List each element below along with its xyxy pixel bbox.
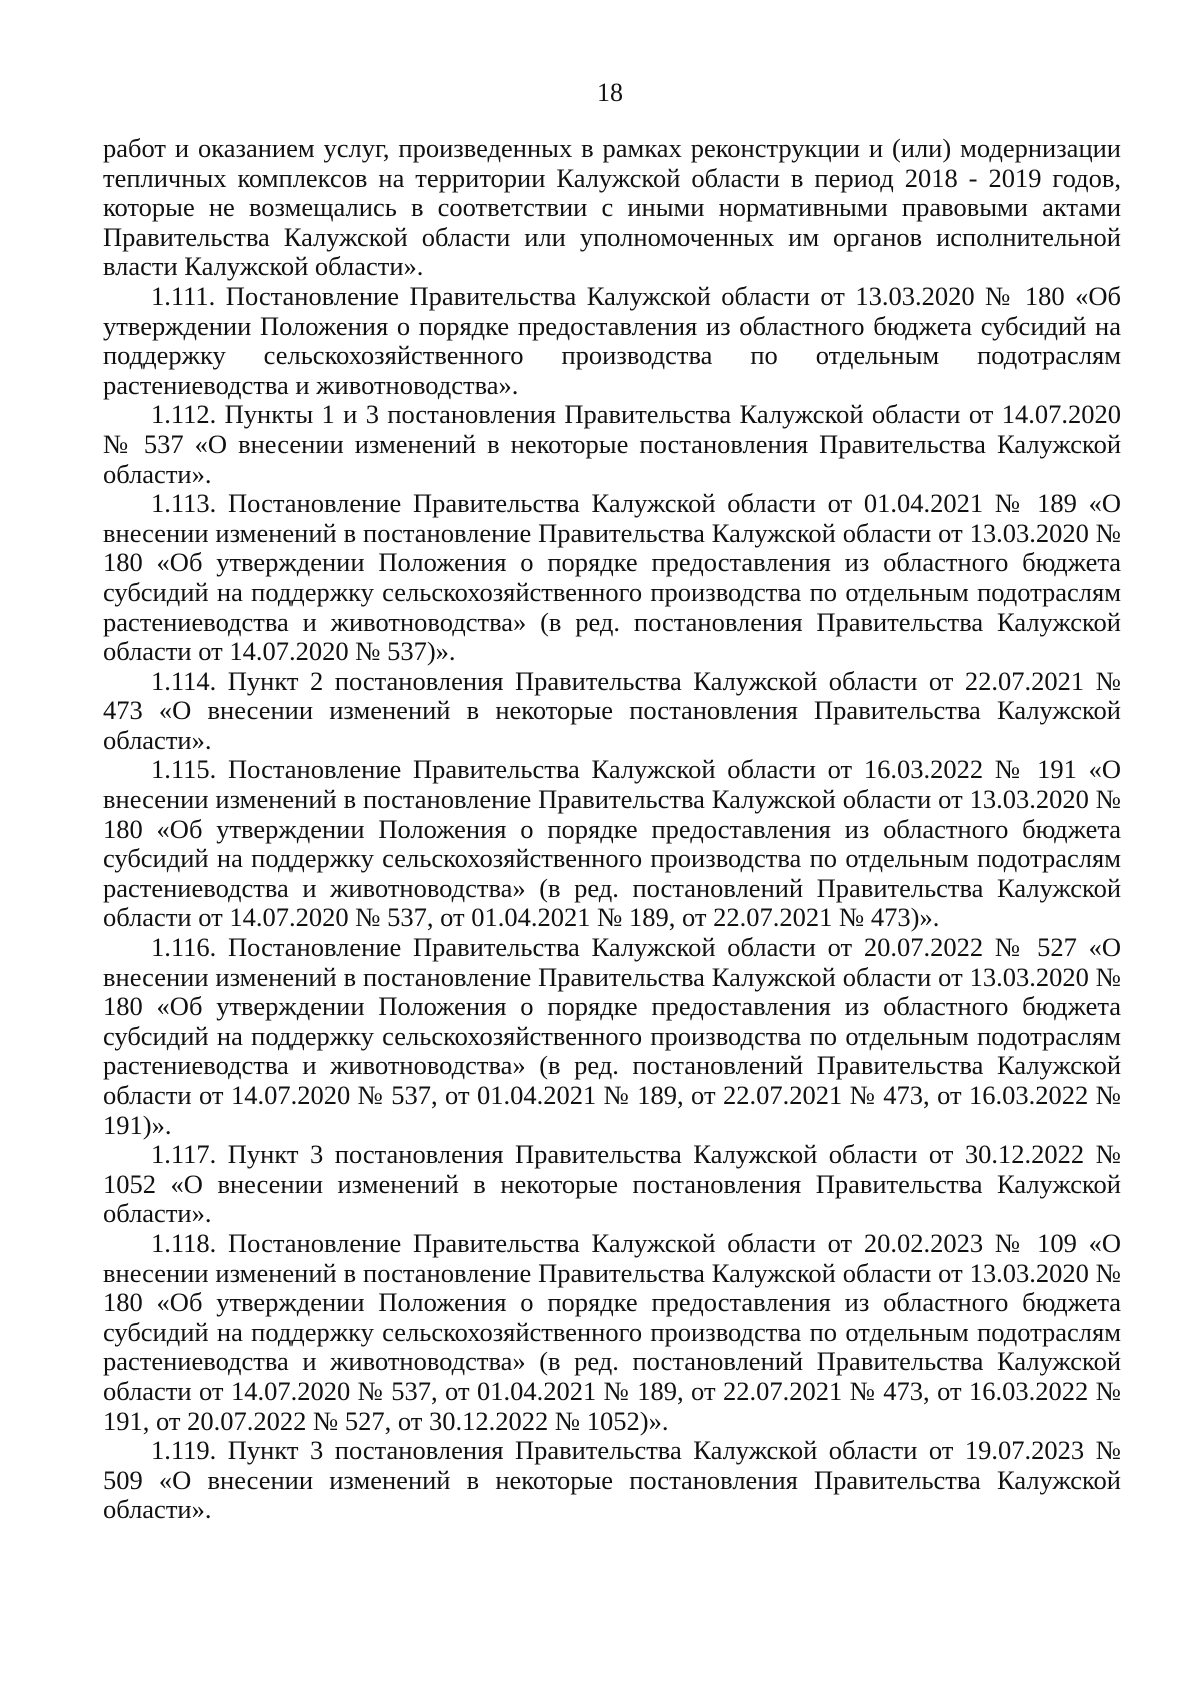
list-item-1-114: 1.114. Пункт 2 постановления Правительства Калужской области от 22.07.2021 № 473 «О внесении изменений в некоторые постановления Правительства Калужской области». [103,665,1121,755]
list-item-1-115: 1.115. Постановление Правительства Калужской области от 16.03.2022 № 191 «О внесении изменений в постановление Правительства Калужской области от 13.03.2020 № 180 «Об утверждении Положения о порядке предоставления из областного бюджета субсидий на поддержку сельскохозяйственного производства по отдельным подотраслям растениеводства и животноводства» (в ред. постановлений Правительства Калужской области от 14.07.2020 № 537, от 01.04.2021 № 189, от 22.07.2021 № 473)». [103,754,1121,933]
list-item-1-116: 1.116. Постановление Правительства Калужской области от 20.07.2022 № 527 «О внесении изменений в постановление Правительства Калужской области от 13.03.2020 № 180 «Об утверждении Положения о порядке предоставления из областного бюджета субсидий на поддержку сельскохозяйственного производства по отдельным подотраслям растениеводства и животноводства» (в ред. постановлений Правительства Калужской области от 14.07.2020 № 537, от 01.04.2021 № 189, от 22.07.2021 № 473, от 16.03.2022 № 191)». [103,932,1121,1140]
list-item-1-113: 1.113. Постановление Правительства Калужской области от 01.04.2021 № 189 «О внесении изменений в постановление Правительства Калужской области от 13.03.2020 № 180 «Об утверждении Положения о порядке предоставления из областного бюджета субсидий на поддержку сельскохозяйственного производства по отдельным подотраслям растениеводства и животноводства» (в ред. постановления Правительства Калужской области от 14.07.2020 № 537)». [103,488,1121,667]
list-item-1-112: 1.112. Пункты 1 и 3 постановления Правительства Калужской области от 14.07.2020 № 537 «О внесении изменений в некоторые постановления Правительства Калужской области». [103,399,1121,489]
list-item-1-111: 1.111. Постановление Правительства Калужской области от 13.03.2020 № 180 «Об утверждении Положения о порядке предоставления из областного бюджета субсидий на поддержку сельскохозяйственного производства по отдельным подотраслям растениеводства и животноводства». [103,280,1121,400]
list-item-1-119: 1.119. Пункт 3 постановления Правительства Калужской области от 19.07.2023 № 509 «О внесении изменений в некоторые постановления Правительства Калужской области». [103,1435,1121,1525]
continuation-paragraph: работ и оказанием услуг, произведенных в рамках реконструкции и (или) модернизации тепличных комплексов на территории Калужской области в период 2018 - 2019 годов, которые не возмещались в соответствии с иными нормативными правовыми актами Правительства Калужской области или уполномоченных им органов исполнительной власти Калужской области». [103,133,1121,282]
page-number: 18 [597,78,623,107]
list-item-1-117: 1.117. Пункт 3 постановления Правительства Калужской области от 30.12.2022 № 1052 «О внесении изменений в некоторые постановления Правительства Калужской области». [103,1139,1121,1229]
document-body [103,134,1121,1525]
list-item-1-118: 1.118. Постановление Правительства Калужской области от 20.02.2023 № 109 «О внесении изменений в постановление Правительства Калужской области от 13.03.2020 № 180 «Об утверждении Положения о порядке предоставления из областного бюджета субсидий на поддержку сельскохозяйственного производства по отдельным подотраслям растениеводства и животноводства» (в ред. постановлений Правительства Калужской области от 14.07.2020 № 537, от 01.04.2021 № 189, от 22.07.2021 № 473, от 16.03.2022 № 191, от 20.07.2022 № 527, от 30.12.2022 № 1052)». [103,1227,1121,1436]
